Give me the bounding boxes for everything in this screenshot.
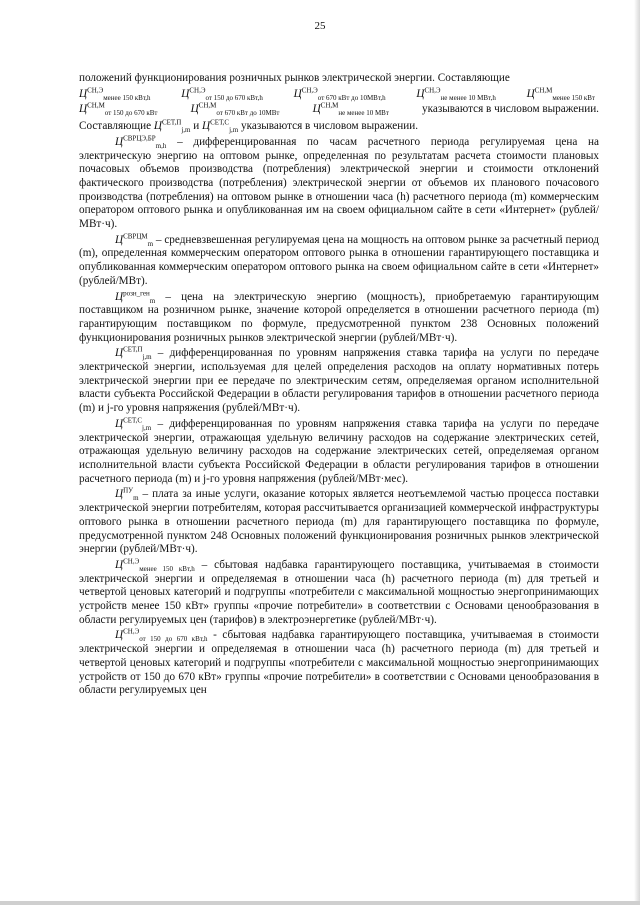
page-number: 25 (314, 20, 326, 32)
intro-line-3: Составляющие $Ц^{СЕТ,П}_{j,m}$ и $Ц^{СЕТ,С}_{j,m}$ указываются в числовом выражении. (79, 118, 418, 135)
symbol: $Ц^{СН,Э}_{не менее 10 МВт,h}$ (416, 85, 496, 102)
document-body (79, 72, 599, 700)
symbol: $Ц^{СЕТ,С}_{j,m}$ (115, 416, 152, 433)
intro-line (79, 72, 599, 86)
symbol: $Ц^{СН,М}_{от 670 кВт до 10МВт}$ (190, 101, 280, 118)
symbol: $Ц^{розн\_ген}_m$ (115, 288, 156, 305)
symbol: $Ц^{СЕТ,П}_{j,m}$ (153, 118, 191, 135)
symbol-row-1 (79, 85, 599, 102)
symbol: $Ц^{СН,М}_{не менее 10 МВт}$ (312, 101, 389, 118)
symbol: $Ц^{СЕТ,П}_{j,m}$ (115, 345, 152, 362)
scan-edge-shadow (634, 0, 640, 905)
symbol: $Ц^{СН,Э}_{менее 150 кВт,h}$ (115, 557, 195, 574)
definition-paragraph: $Ц^{СВРЦЭ,БР}_{m,h}$ – дифференцированная по часам расчетного периода регулируемая цена на электрическую энергию на оптовом рынке, определенная по результатам расчета стоимости плановых почасовых объемов производства (потребления) электрической энергии и стоимости отклонений фактического производства (потребления) электрической энергии от объемов их планового почасового производства (потребления) на оптовом рынке в отношении часа (h) расчетного периода (m) коммерческим оператором оптового рынка и опубликованная им на своем официальном сайте в сети «Интернет» (рублей/МВт·ч). (79, 134, 599, 231)
definition-paragraph: $Ц^{СЕТ,П}_{j,m}$ – дифференцированная по уровням напряжения ставка тарифа на услуги по передаче электрической энергии, используемая для целей определения расходов на оплату нормативных потерь электрической энергии при ее передаче по электрическим сетям, определяемая органом исполнительной власти субъекта Российской Федерации в области регулирования тарифов в отношении расчетного периода (m) и j-го уровня напряжения (рублей/МВт·ч). (79, 345, 599, 415)
symbol-row-2 (79, 103, 599, 117)
symbol: $Ц^{СН,Э}_{от 150 до 670 кВт,h}$ (181, 85, 263, 102)
symbol: $Ц^{СН,М}_{менее 150 кВт}$ (526, 85, 595, 102)
definition-paragraph: $Ц^{СЕТ,С}_{j,m}$ – дифференцированная по уровням напряжения ставка тарифа на услуги по передаче электрической энергии, отражающая удельную величину расходов на содержание электрических сетей, отражающая удельную величину расходов на содержание электрических сетей, определяемая органом исполнительной власти субъекта Российской Федерации в области регулирования тарифов в отношении расчетного периода (m) и j-го уровня напряжения (рублей/МВт·мес). (79, 416, 599, 485)
definition-paragraph: $Ц^{розн\_ген}_m$ – цена на электрическую энергию (мощность), приобретаемую гарантирующим поставщиком на розничном рынке, значение которой определяется в отношении расчетного периода (m) гарантирующим поставщиком по формуле, предусмотренной пунктом 238 Основных положений функционирования розничных рынков электрической энергии (рублей/МВт·ч). (79, 288, 599, 344)
definition-paragraph: $Ц^{ПУ}_m$ – плата за иные услуги, оказание которых является неотъемлемой частью процесса поставки электрической энергии потребителям, которая рассчитывается организацией коммерческой инфраструктуры оптового рынка в отношении расчетного периода (m) для гарантирующего поставщика по формуле, предусмотренной пунктом 248 Основных положений функционирования розничных рынков электрической энергии (рублей/МВт·ч). (79, 486, 599, 556)
row2-tail: указываются в числовом выражении. (422, 103, 599, 116)
symbol: $Ц^{СВРЦЭ,БР}_{m,h}$ (115, 134, 167, 151)
symbol: $Ц^{СН,Э}_{менее 150 кВт,h}$ (79, 85, 151, 102)
symbol: $Ц^{СН,М}_{от 150 до 670 кВт}$ (79, 101, 158, 118)
scan-bottom-edge (0, 901, 640, 905)
intro-text: положений функционирования розничных рынков электрической энергии. Составляющие (79, 72, 510, 84)
symbol: $Ц^{ПУ}_m$ (115, 486, 139, 503)
definition-paragraph: $Ц^{СВРЦМ}_m$ – средневзвешенная регулируемая цена на мощность на оптовом рынке за расчетный период (m), определенная коммерческим оператором оптового рынка в отношении гарантирующего поставщика и опубликованная коммерческим оператором оптового рынка на своем официальном сайте в сети «Интернет» (рублей/МВт). (79, 232, 599, 287)
definition-paragraph: $Ц^{СН,Э}_{от 150 до 670 кВт,h}$ - сбытовая надбавка гарантирующего поставщика, учитываемая в стоимости электрической энергии и определяемая в отношении часа (h) расчетного периода (m) для третьей и четвертой ценовых категорий и подгруппы «потребители с максимальной мощностью энергопринимающих устройств от 150 до 670 кВт» группы «прочие потребители» в соответствии с Основами ценообразования в области регулируемых цен (79, 627, 599, 697)
definition-paragraph: $Ц^{СН,Э}_{менее 150 кВт,h}$ – сбытовая надбавка гарантирующего поставщика, учитываемая в стоимости электрической энергии и определяемая в отношении часа (h) расчетного периода (m) для третьей и четвертой ценовых категорий и подгруппы «потребители с максимальной мощностью энергопринимающих устройств менее 150 кВт» группы «прочие потребители» в соответствии с Основами ценообразования в области регулируемых цен (тарифов) в электроэнергетике (рублей/МВт·ч). (79, 557, 599, 626)
symbol: $Ц^{СЕТ,С}_{j,m}$ (202, 118, 239, 135)
symbol: $Ц^{СН,Э}_{от 150 до 670 кВт,h}$ (115, 627, 208, 644)
symbol: $Ц^{СН,Э}_{от 670 кВт до 10МВт,h}$ (293, 85, 386, 102)
symbol: $Ц^{СВРЦМ}_m$ (115, 232, 154, 248)
